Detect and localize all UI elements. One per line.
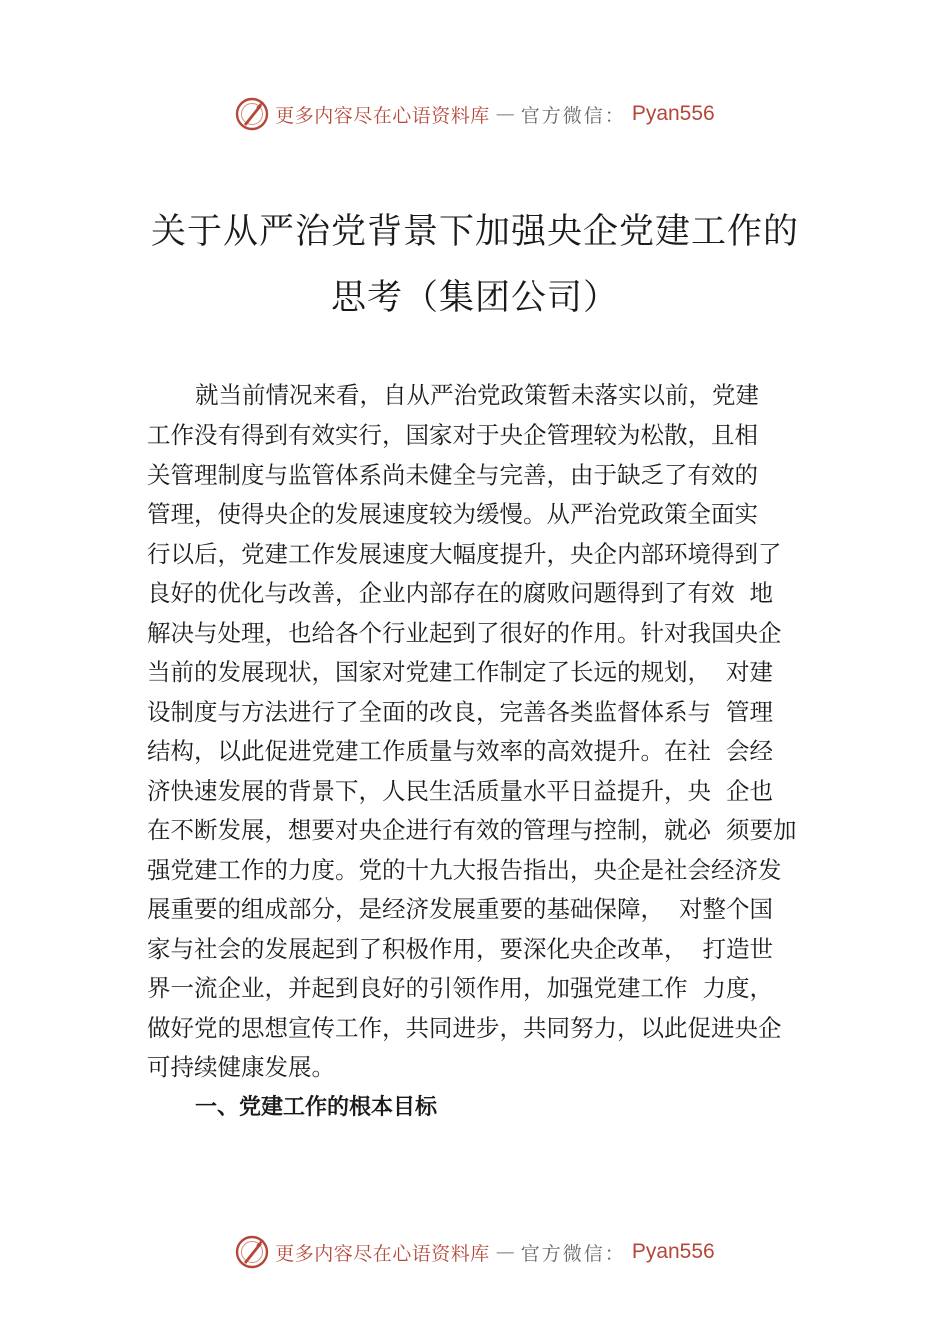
quill-seal-icon bbox=[235, 1235, 269, 1269]
body-line: 家与社会的发展起到了积极作用，要深化央企改革， 打造世 bbox=[147, 935, 773, 963]
watermark-brand: 更多内容尽在心语资料库 bbox=[275, 1242, 490, 1265]
watermark-label: 官方微信： bbox=[520, 104, 626, 127]
body-line: 设制度与方法进行了全面的改良，完善各类监督体系与 管理 bbox=[147, 698, 773, 726]
body-line: 工作没有得到有效实行，国家对于央企管理较为松散，且相 bbox=[147, 421, 758, 449]
watermark-separator: — bbox=[495, 1241, 515, 1263]
body-line: 管理，使得央企的发展速度较为缓慢。从严治党政策全面实 bbox=[147, 500, 758, 528]
watermark-separator: — bbox=[495, 103, 515, 125]
body-line: 关管理制度与监管体系尚未健全与完善，由于缺乏了有效的 bbox=[147, 461, 758, 489]
watermark-brand: 更多内容尽在心语资料库 bbox=[275, 104, 490, 127]
body-line: 强党建工作的力度。党的十九大报告指出，央企是社会经济发 bbox=[147, 856, 782, 884]
body-line: 界一流企业，并起到良好的引领作用，加强党建工作 力度， bbox=[147, 974, 773, 1002]
watermark-wechat-id: Pyan556 bbox=[631, 102, 715, 125]
header-watermark bbox=[0, 94, 950, 134]
body-line: 行以后，党建工作发展速度大幅度提升，央企内部环境得到了 bbox=[147, 540, 782, 568]
body-line: 做好党的思想宣传工作，共同进步，共同努力，以此促进央企 bbox=[147, 1014, 782, 1042]
body-line: 展重要的组成部分，是经济发展重要的基础保障， 对整个国 bbox=[147, 895, 773, 923]
body-line: 就当前情况来看，自从严治党政策暂未落实以前，党建 bbox=[195, 381, 759, 409]
footer-watermark bbox=[0, 1232, 950, 1272]
document-title-line-2: 思考（集团公司） bbox=[330, 278, 619, 318]
document-title-line-1: 关于从严治党背景下加强央企党建工作的 bbox=[150, 212, 799, 252]
body-line: 可持续健康发展。 bbox=[147, 1053, 335, 1081]
body-line: 在不断发展，想要对央企进行有效的管理与控制，就必 须要加 bbox=[147, 816, 797, 844]
body-line: 济快速发展的背景下，人民生活质量水平日益提升，央 企也 bbox=[147, 777, 773, 805]
watermark-label: 官方微信： bbox=[520, 1242, 626, 1265]
body-line: 解决与处理，也给各个行业起到了很好的作用。针对我国央企 bbox=[147, 619, 782, 647]
section-heading: 一、党建工作的根本目标 bbox=[195, 1095, 438, 1120]
watermark-wechat-id: Pyan556 bbox=[631, 1240, 715, 1263]
body-line: 结构，以此促进党建工作质量与效率的高效提升。在社 会经 bbox=[147, 737, 773, 765]
quill-seal-icon bbox=[235, 97, 269, 131]
body-line: 良好的优化与改善，企业内部存在的腐败问题得到了有效 地 bbox=[147, 579, 773, 607]
body-line: 当前的发展现状，国家对党建工作制定了长远的规划， 对建 bbox=[147, 658, 773, 686]
